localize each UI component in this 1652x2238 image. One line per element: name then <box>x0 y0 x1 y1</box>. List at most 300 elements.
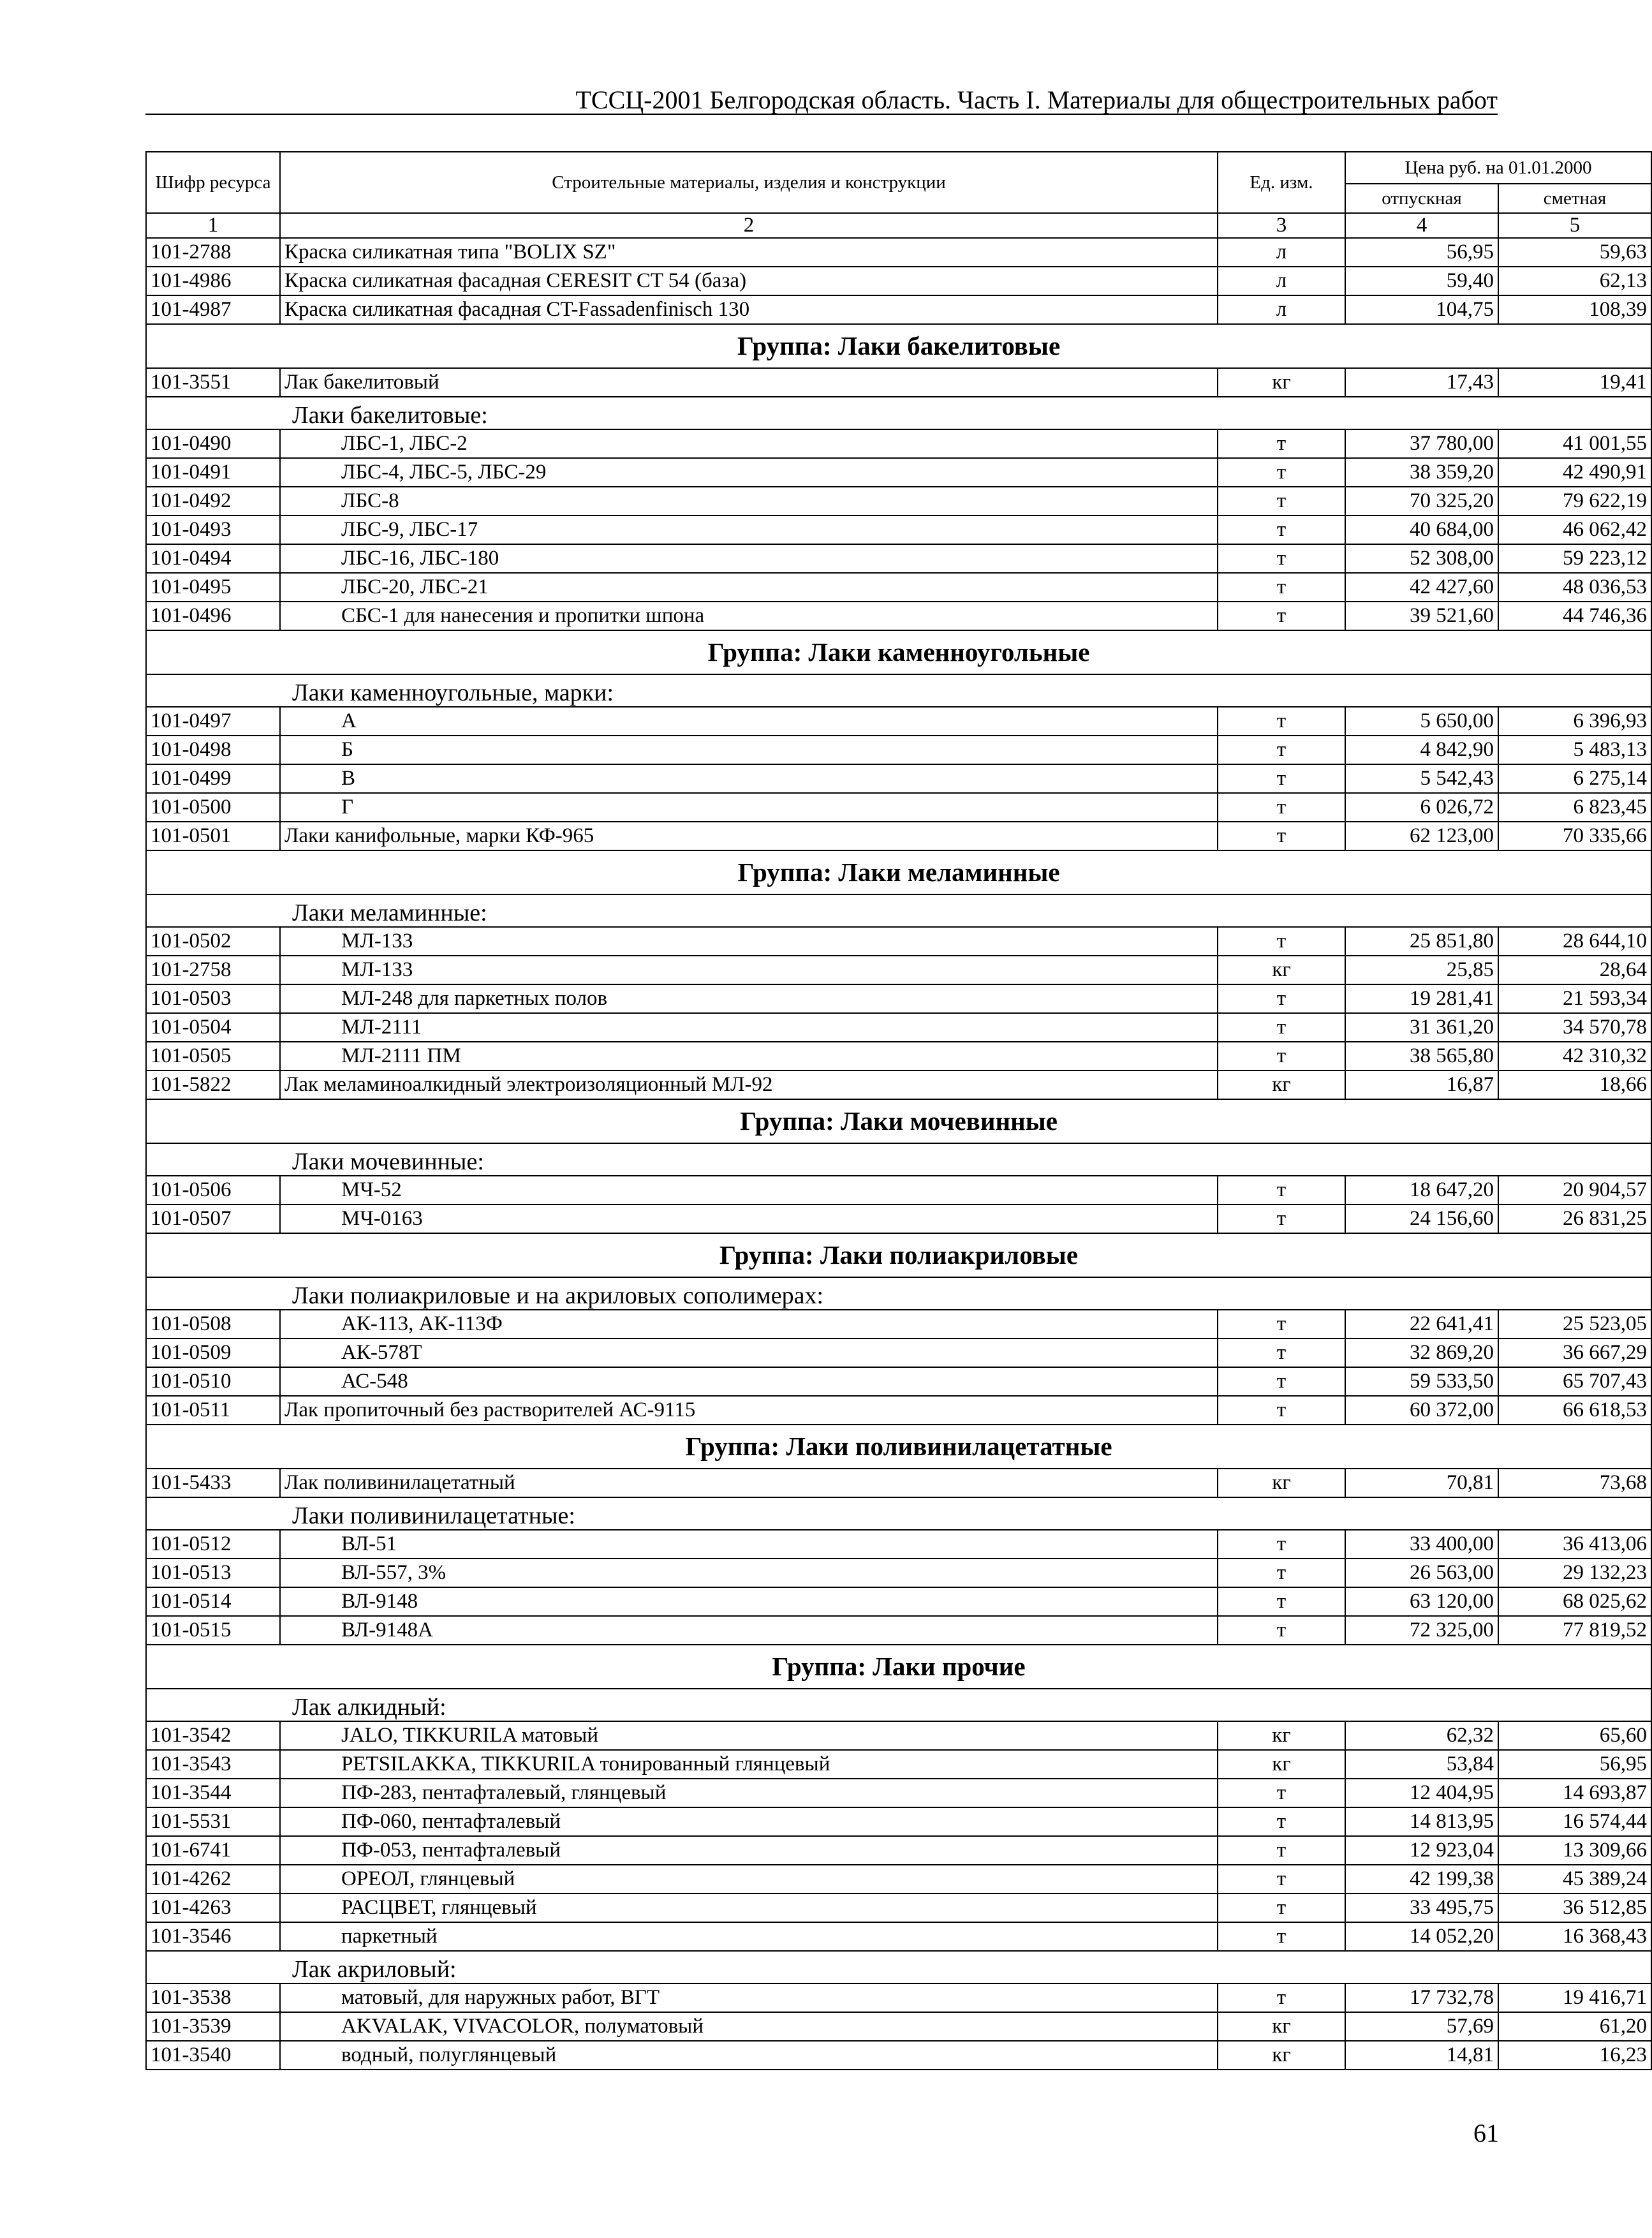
resource-code: 101-3544 <box>146 1779 280 1807</box>
table-row <box>146 1893 1651 1922</box>
resource-code: 101-0503 <box>146 984 280 1013</box>
release-price: 37 780,00 <box>1345 429 1498 458</box>
table-row <box>146 1310 1651 1338</box>
resource-code: 101-0514 <box>146 1587 280 1616</box>
table-row <box>146 1013 1651 1042</box>
unit-of-measure: т <box>1218 736 1345 764</box>
subgroup-title: Лак акриловый: <box>146 1951 1651 1983</box>
estimate-price: 42 310,32 <box>1498 1042 1651 1071</box>
table-row <box>146 1616 1651 1645</box>
estimate-price: 68 025,62 <box>1498 1587 1651 1616</box>
group-header-row <box>146 1645 1651 1689</box>
unit-of-measure: кг <box>1218 2012 1345 2041</box>
estimate-price: 77 819,52 <box>1498 1616 1651 1645</box>
table-row <box>146 368 1651 397</box>
subgroup-row <box>146 894 1651 927</box>
estimate-price: 61,20 <box>1498 2012 1651 2041</box>
release-price: 62 123,00 <box>1345 822 1498 850</box>
col-number: 4 <box>1345 213 1498 238</box>
table-body <box>146 238 1651 2070</box>
unit-of-measure: т <box>1218 1396 1345 1425</box>
release-price: 12 404,95 <box>1345 1779 1498 1807</box>
unit-of-measure: т <box>1218 764 1345 793</box>
col-header-release-price: отпускная <box>1345 184 1498 213</box>
subgroup-title: Лак алкидный: <box>146 1689 1651 1721</box>
unit-of-measure: кг <box>1218 956 1345 984</box>
material-name: СБС-1 для нанесения и пропитки шпона <box>280 602 1218 630</box>
unit-of-measure: т <box>1218 1836 1345 1865</box>
material-name: ОРЕОЛ, глянцевый <box>280 1865 1218 1893</box>
table-row <box>146 1836 1651 1865</box>
resource-code: 101-0502 <box>146 927 280 956</box>
table-row <box>146 1807 1651 1836</box>
unit-of-measure: т <box>1218 602 1345 630</box>
subgroup-title: Лаки полиакриловые и на акриловых сополимерах: <box>146 1277 1651 1310</box>
resource-code: 101-3539 <box>146 2012 280 2041</box>
table-row <box>146 1204 1651 1233</box>
unit-of-measure: т <box>1218 429 1345 458</box>
release-price: 16,87 <box>1345 1071 1498 1099</box>
resource-code: 101-0497 <box>146 707 280 736</box>
resource-code: 101-0501 <box>146 822 280 850</box>
material-name: ПФ-053, пентафталевый <box>280 1836 1218 1865</box>
estimate-price: 48 036,53 <box>1498 573 1651 602</box>
table-row <box>146 764 1651 793</box>
material-name: Б <box>280 736 1218 764</box>
table-row <box>146 544 1651 573</box>
table-row <box>146 1750 1651 1779</box>
material-name: AKVALAK, VIVACOLOR, полуматовый <box>280 2012 1218 2041</box>
estimate-price: 16 368,43 <box>1498 1922 1651 1951</box>
resource-code: 101-0513 <box>146 1559 280 1587</box>
material-name: ЛБС-8 <box>280 487 1218 515</box>
material-name: АК-113, АК-113Ф <box>280 1310 1218 1338</box>
group-title: Группа: Лаки бакелитовые <box>146 324 1651 368</box>
release-price: 70 325,20 <box>1345 487 1498 515</box>
table-row <box>146 2041 1651 2070</box>
estimate-price: 59,63 <box>1498 238 1651 267</box>
release-price: 19 281,41 <box>1345 984 1498 1013</box>
material-name: Лак поливинилацетатный <box>280 1469 1218 1497</box>
material-name: ЛБС-9, ЛБС-17 <box>280 515 1218 544</box>
table-row <box>146 1396 1651 1425</box>
table-row <box>146 602 1651 630</box>
table-row <box>146 927 1651 956</box>
release-price: 70,81 <box>1345 1469 1498 1497</box>
release-price: 42 427,60 <box>1345 573 1498 602</box>
unit-of-measure: л <box>1218 295 1345 324</box>
unit-of-measure: т <box>1218 1204 1345 1233</box>
table-row <box>146 1071 1651 1099</box>
table-row <box>146 458 1651 487</box>
resource-code: 101-3543 <box>146 1750 280 1779</box>
subgroup-title: Лаки поливинилацетатные: <box>146 1497 1651 1530</box>
table-row <box>146 1587 1651 1616</box>
material-name: JALO, TIKKURILA матовый <box>280 1721 1218 1750</box>
unit-of-measure: т <box>1218 1865 1345 1893</box>
table-row <box>146 515 1651 544</box>
material-name: В <box>280 764 1218 793</box>
release-price: 18 647,20 <box>1345 1176 1498 1204</box>
header-rule <box>145 114 1498 115</box>
release-price: 25 851,80 <box>1345 927 1498 956</box>
release-price: 59 533,50 <box>1345 1367 1498 1396</box>
release-price: 104,75 <box>1345 295 1498 324</box>
unit-of-measure: кг <box>1218 1071 1345 1099</box>
table-row <box>146 793 1651 822</box>
material-name: ВЛ-9148А <box>280 1616 1218 1645</box>
table-row <box>146 1559 1651 1587</box>
release-price: 17 732,78 <box>1345 1983 1498 2012</box>
estimate-price: 6 396,93 <box>1498 707 1651 736</box>
resource-code: 101-0499 <box>146 764 280 793</box>
estimate-price: 36 667,29 <box>1498 1338 1651 1367</box>
subgroup-row <box>146 1143 1651 1176</box>
unit-of-measure: т <box>1218 1922 1345 1951</box>
release-price: 14,81 <box>1345 2041 1498 2070</box>
unit-of-measure: т <box>1218 1013 1345 1042</box>
material-name: Краска силикатная фасадная CERESIT CT 54 (база) <box>280 267 1218 295</box>
material-name: Краска силикатная фасадная CT-Fassadenfinisch 130 <box>280 295 1218 324</box>
subgroup-title: Лаки бакелитовые: <box>146 397 1651 429</box>
resource-code: 101-0511 <box>146 1396 280 1425</box>
release-price: 26 563,00 <box>1345 1559 1498 1587</box>
release-price: 38 359,20 <box>1345 458 1498 487</box>
table-row <box>146 2012 1651 2041</box>
unit-of-measure: т <box>1218 707 1345 736</box>
resource-code: 101-0490 <box>146 429 280 458</box>
estimate-price: 45 389,24 <box>1498 1865 1651 1893</box>
release-price: 5 542,43 <box>1345 764 1498 793</box>
table-row <box>146 1983 1651 2012</box>
material-name: МЧ-0163 <box>280 1204 1218 1233</box>
estimate-price: 28,64 <box>1498 956 1651 984</box>
release-price: 59,40 <box>1345 267 1498 295</box>
unit-of-measure: л <box>1218 267 1345 295</box>
table-row <box>146 1922 1651 1951</box>
resource-code: 101-0494 <box>146 544 280 573</box>
group-title: Группа: Лаки меламинные <box>146 850 1651 894</box>
material-name: Лак пропиточный без растворителей АС-9115 <box>280 1396 1218 1425</box>
release-price: 39 521,60 <box>1345 602 1498 630</box>
unit-of-measure: т <box>1218 1779 1345 1807</box>
table-row <box>146 295 1651 324</box>
estimate-price: 26 831,25 <box>1498 1204 1651 1233</box>
release-price: 14 813,95 <box>1345 1807 1498 1836</box>
material-name: Лак меламиноалкидный электроизоляционный МЛ-92 <box>280 1071 1218 1099</box>
estimate-price: 70 335,66 <box>1498 822 1651 850</box>
material-name: Г <box>280 793 1218 822</box>
material-name: ЛБС-4, ЛБС-5, ЛБС-29 <box>280 458 1218 487</box>
unit-of-measure: кг <box>1218 1721 1345 1750</box>
release-price: 4 842,90 <box>1345 736 1498 764</box>
estimate-price: 29 132,23 <box>1498 1559 1651 1587</box>
resource-code: 101-0512 <box>146 1530 280 1559</box>
col-number: 2 <box>280 213 1218 238</box>
resource-code: 101-0506 <box>146 1176 280 1204</box>
unit-of-measure: кг <box>1218 1469 1345 1497</box>
resource-code: 101-3540 <box>146 2041 280 2070</box>
estimate-price: 36 413,06 <box>1498 1530 1651 1559</box>
release-price: 52 308,00 <box>1345 544 1498 573</box>
resource-code: 101-0505 <box>146 1042 280 1071</box>
release-price: 40 684,00 <box>1345 515 1498 544</box>
table-row <box>146 267 1651 295</box>
unit-of-measure: т <box>1218 1338 1345 1367</box>
subgroup-row <box>146 1951 1651 1983</box>
material-name: АК-578Т <box>280 1338 1218 1367</box>
col-number: 1 <box>146 213 280 238</box>
unit-of-measure: т <box>1218 573 1345 602</box>
estimate-price: 5 483,13 <box>1498 736 1651 764</box>
estimate-price: 34 570,78 <box>1498 1013 1651 1042</box>
estimate-price: 25 523,05 <box>1498 1310 1651 1338</box>
material-name: ВЛ-557, 3% <box>280 1559 1218 1587</box>
unit-of-measure: т <box>1218 458 1345 487</box>
material-name: АС-548 <box>280 1367 1218 1396</box>
subgroup-row <box>146 674 1651 707</box>
unit-of-measure: т <box>1218 822 1345 850</box>
material-name: ВЛ-9148 <box>280 1587 1218 1616</box>
estimate-price: 6 823,45 <box>1498 793 1651 822</box>
release-price: 57,69 <box>1345 2012 1498 2041</box>
table-row <box>146 736 1651 764</box>
table-row <box>146 1530 1651 1559</box>
subgroup-title: Лаки каменноугольные, марки: <box>146 674 1651 707</box>
estimate-price: 65 707,43 <box>1498 1367 1651 1396</box>
estimate-price: 79 622,19 <box>1498 487 1651 515</box>
unit-of-measure: т <box>1218 1807 1345 1836</box>
resource-code: 101-3542 <box>146 1721 280 1750</box>
resource-code: 101-3546 <box>146 1922 280 1951</box>
material-name: МЛ-2111 <box>280 1013 1218 1042</box>
release-price: 33 400,00 <box>1345 1530 1498 1559</box>
material-name: А <box>280 707 1218 736</box>
material-name: матовый, для наружных работ, ВГТ <box>280 1983 1218 2012</box>
estimate-price: 108,39 <box>1498 295 1651 324</box>
estimate-price: 46 062,42 <box>1498 515 1651 544</box>
resource-code: 101-0492 <box>146 487 280 515</box>
group-header-row <box>146 630 1651 674</box>
col-header-estimate-price: сметная <box>1498 184 1651 213</box>
resource-code: 101-6741 <box>146 1836 280 1865</box>
estimate-price: 41 001,55 <box>1498 429 1651 458</box>
release-price: 6 026,72 <box>1345 793 1498 822</box>
unit-of-measure: кг <box>1218 2041 1345 2070</box>
estimate-price: 44 746,36 <box>1498 602 1651 630</box>
material-name: МЛ-133 <box>280 927 1218 956</box>
table-row <box>146 1367 1651 1396</box>
release-price: 38 565,80 <box>1345 1042 1498 1071</box>
unit-of-measure: т <box>1218 1616 1345 1645</box>
group-header-row <box>146 1099 1651 1143</box>
unit-of-measure: т <box>1218 487 1345 515</box>
estimate-price: 62,13 <box>1498 267 1651 295</box>
group-header-row <box>146 324 1651 368</box>
resource-code: 101-0498 <box>146 736 280 764</box>
material-name: водный, полуглянцевый <box>280 2041 1218 2070</box>
subgroup-row <box>146 397 1651 429</box>
release-price: 33 495,75 <box>1345 1893 1498 1922</box>
table-row <box>146 1176 1651 1204</box>
release-price: 24 156,60 <box>1345 1204 1498 1233</box>
estimate-price: 28 644,10 <box>1498 927 1651 956</box>
material-name: ЛБС-16, ЛБС-180 <box>280 544 1218 573</box>
estimate-price: 14 693,87 <box>1498 1779 1651 1807</box>
group-title: Группа: Лаки прочие <box>146 1645 1651 1689</box>
release-price: 17,43 <box>1345 368 1498 397</box>
col-header-unit: Ед. изм. <box>1218 152 1345 213</box>
resource-code: 101-5433 <box>146 1469 280 1497</box>
col-header-name: Строительные материалы, изделия и конструкции <box>280 152 1218 213</box>
material-name: МЛ-2111 ПМ <box>280 1042 1218 1071</box>
group-header-row <box>146 850 1651 894</box>
material-name: Краска силикатная типа "BOLIX SZ" <box>280 238 1218 267</box>
resource-code: 101-0493 <box>146 515 280 544</box>
release-price: 63 120,00 <box>1345 1587 1498 1616</box>
resource-code: 101-3538 <box>146 1983 280 2012</box>
unit-of-measure: т <box>1218 1367 1345 1396</box>
estimate-price: 36 512,85 <box>1498 1893 1651 1922</box>
group-title: Группа: Лаки поливинилацетатные <box>146 1425 1651 1469</box>
table-row <box>146 956 1651 984</box>
resource-code: 101-0495 <box>146 573 280 602</box>
subgroup-row <box>146 1689 1651 1721</box>
subgroup-title: Лаки мочевинные: <box>146 1143 1651 1176</box>
resource-code: 101-5531 <box>146 1807 280 1836</box>
unit-of-measure: т <box>1218 1042 1345 1071</box>
resource-code: 101-2758 <box>146 956 280 984</box>
estimate-price: 56,95 <box>1498 1750 1651 1779</box>
unit-of-measure: т <box>1218 1893 1345 1922</box>
resource-code: 101-4262 <box>146 1865 280 1893</box>
running-header: ТССЦ-2001 Белгородская область. Часть I. Материалы для общестроительных работ <box>575 85 1498 114</box>
unit-of-measure: кг <box>1218 368 1345 397</box>
estimate-price: 73,68 <box>1498 1469 1651 1497</box>
table-row <box>146 1042 1651 1071</box>
resource-code: 101-0510 <box>146 1367 280 1396</box>
resource-code: 101-3551 <box>146 368 280 397</box>
release-price: 62,32 <box>1345 1721 1498 1750</box>
resource-code: 101-0491 <box>146 458 280 487</box>
estimate-price: 20 904,57 <box>1498 1176 1651 1204</box>
unit-of-measure: т <box>1218 1983 1345 2012</box>
unit-of-measure: т <box>1218 927 1345 956</box>
unit-of-measure: л <box>1218 238 1345 267</box>
material-name: ЛБС-20, ЛБС-21 <box>280 573 1218 602</box>
release-price: 14 052,20 <box>1345 1922 1498 1951</box>
resource-code: 101-0509 <box>146 1338 280 1367</box>
release-price: 53,84 <box>1345 1750 1498 1779</box>
table-row <box>146 1779 1651 1807</box>
unit-of-measure: т <box>1218 1310 1345 1338</box>
resource-code: 101-0504 <box>146 1013 280 1042</box>
unit-of-measure: т <box>1218 1559 1345 1587</box>
table-row <box>146 1721 1651 1750</box>
table-row <box>146 1865 1651 1893</box>
table-row <box>146 1469 1651 1497</box>
page-number: 61 <box>1473 2119 1499 2147</box>
release-price: 42 199,38 <box>1345 1865 1498 1893</box>
group-header-row <box>146 1233 1651 1277</box>
estimate-price: 18,66 <box>1498 1071 1651 1099</box>
unit-of-measure: т <box>1218 515 1345 544</box>
resource-code: 101-0496 <box>146 602 280 630</box>
estimate-price: 66 618,53 <box>1498 1396 1651 1425</box>
release-price: 5 650,00 <box>1345 707 1498 736</box>
release-price: 31 361,20 <box>1345 1013 1498 1042</box>
release-price: 12 923,04 <box>1345 1836 1498 1865</box>
release-price: 72 325,00 <box>1345 1616 1498 1645</box>
col-header-price: Цена руб. на 01.01.2000 <box>1345 152 1651 184</box>
estimate-price: 19,41 <box>1498 368 1651 397</box>
group-title: Группа: Лаки полиакриловые <box>146 1233 1651 1277</box>
material-name: паркетный <box>280 1922 1218 1951</box>
material-name: ВЛ-51 <box>280 1530 1218 1559</box>
unit-of-measure: т <box>1218 1176 1345 1204</box>
unit-of-measure: т <box>1218 793 1345 822</box>
table-row <box>146 1338 1651 1367</box>
estimate-price: 16,23 <box>1498 2041 1651 2070</box>
resource-code: 101-0500 <box>146 793 280 822</box>
unit-of-measure: кг <box>1218 1750 1345 1779</box>
resource-code: 101-0515 <box>146 1616 280 1645</box>
col-number: 3 <box>1218 213 1345 238</box>
price-table <box>145 151 1652 2070</box>
resource-code: 101-4987 <box>146 295 280 324</box>
col-header-code: Шифр ресурса <box>146 152 280 213</box>
material-name: ПФ-283, пентафталевый, глянцевый <box>280 1779 1218 1807</box>
col-number: 5 <box>1498 213 1651 238</box>
estimate-price: 19 416,71 <box>1498 1983 1651 2012</box>
material-name: ЛБС-1, ЛБС-2 <box>280 429 1218 458</box>
release-price: 25,85 <box>1345 956 1498 984</box>
unit-of-measure: т <box>1218 1587 1345 1616</box>
estimate-price: 42 490,91 <box>1498 458 1651 487</box>
resource-code: 101-2788 <box>146 238 280 267</box>
table-row <box>146 573 1651 602</box>
subgroup-title: Лаки меламинные: <box>146 894 1651 927</box>
unit-of-measure: т <box>1218 1530 1345 1559</box>
subgroup-row <box>146 1497 1651 1530</box>
material-name: PETSILAKKA, TIKKURILA тонированный глянцевый <box>280 1750 1218 1779</box>
material-name: РАСЦВЕТ, глянцевый <box>280 1893 1218 1922</box>
material-name: МЧ-52 <box>280 1176 1218 1204</box>
material-name: Лак бакелитовый <box>280 368 1218 397</box>
resource-code: 101-0508 <box>146 1310 280 1338</box>
table-row <box>146 707 1651 736</box>
estimate-price: 21 593,34 <box>1498 984 1651 1013</box>
estimate-price: 65,60 <box>1498 1721 1651 1750</box>
table-row <box>146 487 1651 515</box>
resource-code: 101-4986 <box>146 267 280 295</box>
release-price: 32 869,20 <box>1345 1338 1498 1367</box>
release-price: 60 372,00 <box>1345 1396 1498 1425</box>
table-row <box>146 429 1651 458</box>
unit-of-measure: т <box>1218 984 1345 1013</box>
subgroup-row <box>146 1277 1651 1310</box>
table-row <box>146 984 1651 1013</box>
unit-of-measure: т <box>1218 544 1345 573</box>
estimate-price: 13 309,66 <box>1498 1836 1651 1865</box>
estimate-price: 16 574,44 <box>1498 1807 1651 1836</box>
release-price: 56,95 <box>1345 238 1498 267</box>
group-title: Группа: Лаки мочевинные <box>146 1099 1651 1143</box>
group-header-row <box>146 1425 1651 1469</box>
material-name: МЛ-133 <box>280 956 1218 984</box>
material-name: Лаки канифольные, марки КФ-965 <box>280 822 1218 850</box>
resource-code: 101-5822 <box>146 1071 280 1099</box>
